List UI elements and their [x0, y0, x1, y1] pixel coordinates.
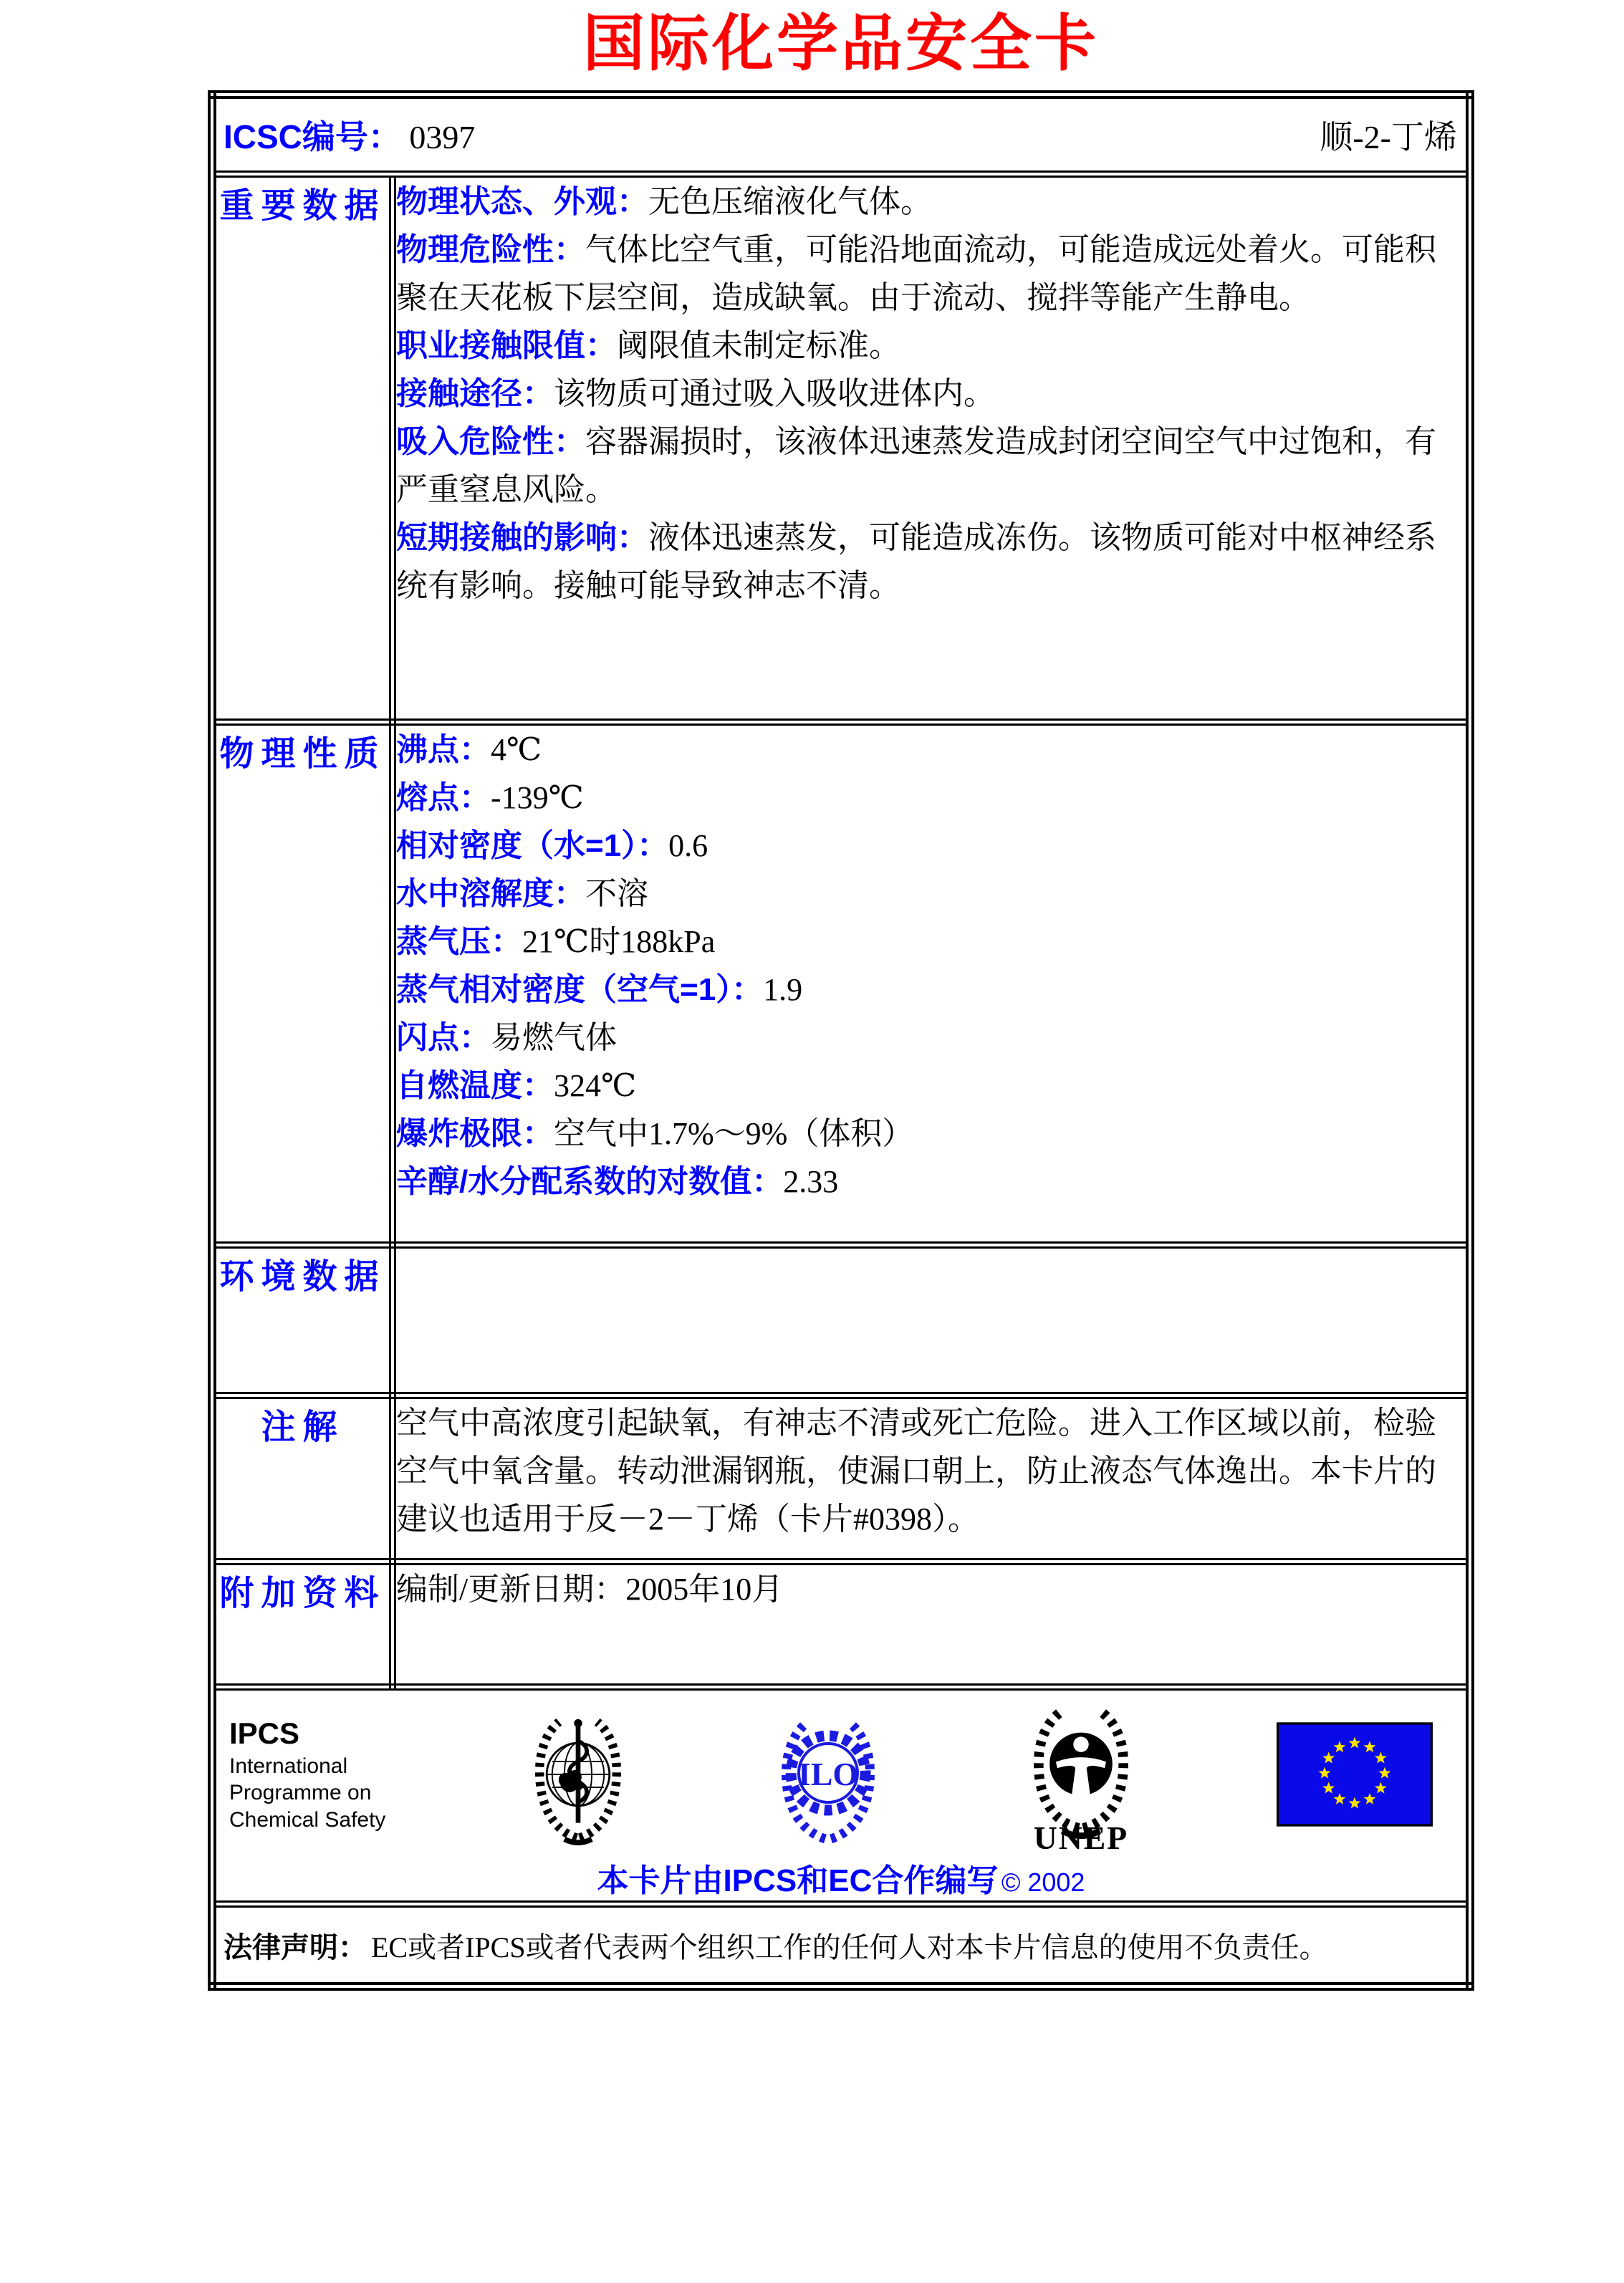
field-label: 吸入危险性：	[396, 424, 585, 460]
icsc-number-group	[224, 111, 475, 158]
field-row	[396, 418, 1466, 514]
header-row	[212, 95, 1470, 174]
legal-label: 法律声明：	[224, 1931, 367, 1964]
field-label: 闪点：	[396, 1020, 491, 1056]
physical-properties-content	[393, 722, 1470, 1245]
unep-logo-icon	[1022, 1694, 1140, 1855]
update-date-value: 2005年10月	[625, 1572, 784, 1607]
field-row	[396, 178, 1466, 226]
important-data-row-label: 重要数据	[212, 174, 393, 722]
field-row	[396, 1014, 1466, 1062]
field-label: 相对密度（水=1）：	[396, 828, 669, 864]
field-label: 短期接触的影响：	[396, 520, 648, 556]
additional-info-row-label: 附加资料	[212, 1562, 393, 1687]
ipcs-acronym: IPCS	[229, 1716, 300, 1751]
important-data-row	[212, 174, 1470, 722]
ipcs-line: Chemical Safety	[229, 1807, 386, 1832]
legal-text: EC或者IPCS或者代表两个组织工作的任何人对本卡片信息的使用不负责任。	[371, 1931, 1328, 1964]
field-value: 1.9	[763, 972, 803, 1008]
field-value: 324℃	[554, 1068, 637, 1104]
notes-row	[212, 1395, 1470, 1562]
field-label: 物理危险性：	[396, 232, 585, 268]
field-label: 自燃温度：	[396, 1068, 554, 1104]
page-title: 国际化学品安全卡	[583, 9, 1099, 78]
field-value: 不溶	[585, 876, 648, 912]
field-value: 该物质可通过吸入吸收进体内。	[554, 376, 995, 412]
field-row	[396, 822, 1466, 870]
notes-text: 空气中高浓度引起缺氧，有神志不清或死亡危险。进入工作区域以前，检验空气中氧含量。转动泄漏钢瓶，使漏口朝上，防止液态气体逸出。本卡片的建议也适用于反－2－丁烯（卡片#0398）。	[396, 1405, 1436, 1537]
copyright-text: © 2002	[1001, 1868, 1085, 1898]
update-date-label: 编制/更新日期：	[396, 1572, 626, 1607]
notes-content	[393, 1395, 1470, 1562]
chemical-name: 顺-2-丁烯	[1320, 119, 1457, 156]
physical-properties-row-label: 物理性质	[212, 722, 393, 1245]
environmental-data-row-label: 环境数据	[212, 1245, 393, 1395]
field-row	[396, 514, 1466, 610]
ilo-logo-icon	[771, 1704, 885, 1845]
field-value: 气体比空气重，可能沿地面流动，可能造成远处着火。可能积聚在天花板下层空间，造成缺氧。由于流动、搅拌等能产生静电。	[396, 232, 1436, 316]
environmental-data-content	[393, 1245, 1470, 1395]
field-row	[396, 1158, 1466, 1206]
cooperation-caption	[216, 1855, 1466, 1900]
caption-text: 本卡片由IPCS和EC合作编写	[597, 1863, 999, 1899]
icsc-card-table	[208, 90, 1474, 1991]
field-row	[396, 226, 1466, 322]
field-value: 4℃	[491, 732, 542, 768]
field-label: 水中溶解度：	[396, 876, 585, 912]
ipcs-text-block	[229, 1715, 385, 1833]
field-label: 物理状态、外观：	[396, 184, 648, 220]
important-data-content	[393, 174, 1470, 722]
field-row	[396, 1062, 1466, 1110]
unep-block	[1022, 1694, 1140, 1855]
field-label: 沸点：	[396, 732, 491, 768]
icsc-number-value: 0397	[409, 119, 476, 156]
legal-content	[216, 1908, 1466, 1982]
field-row	[396, 322, 1466, 370]
logos-row	[212, 1687, 1470, 1904]
field-label: 蒸气压：	[396, 924, 522, 960]
field-value: 容器漏损时，该液体迅速蒸发造成封闭空间空气中过饱和，有严重窒息风险。	[396, 424, 1436, 508]
field-value: 0.6	[668, 828, 708, 864]
field-row	[396, 1110, 1466, 1158]
field-label: 职业接触限值：	[396, 328, 617, 364]
who-logo-icon	[522, 1703, 635, 1846]
field-row	[396, 370, 1466, 418]
header-content	[216, 99, 1466, 170]
field-value: 空气中1.7%～9%（体积）	[554, 1116, 914, 1152]
ilo-letters: ILO	[798, 1755, 859, 1792]
field-value: 21℃时188kPa	[522, 924, 716, 960]
physical-properties-row	[212, 722, 1470, 1245]
field-row	[396, 870, 1466, 918]
field-row	[396, 726, 1466, 774]
environmental-data-row	[212, 1245, 1470, 1395]
field-label: 熔点：	[396, 780, 491, 816]
additional-info-row	[212, 1562, 1470, 1687]
ipcs-line: Programme on	[229, 1781, 372, 1805]
field-row	[396, 774, 1466, 822]
field-row	[396, 1565, 1466, 1613]
notes-row-label: 注解	[212, 1395, 393, 1562]
unep-label: UNEP	[1033, 1820, 1129, 1855]
field-label: 蒸气相对密度（空气=1）：	[396, 972, 764, 1008]
field-value: 液体迅速蒸发，可能造成冻伤。该物质可能对中枢神经系统有影响。接触可能导致神志不清。	[396, 520, 1436, 604]
eu-flag-icon	[1277, 1722, 1433, 1827]
field-label: 爆炸极限：	[396, 1116, 554, 1152]
field-value: -139℃	[491, 780, 584, 816]
legal-row	[212, 1904, 1470, 1986]
field-row	[396, 918, 1466, 966]
icsc-number-label: ICSC编号：	[224, 118, 401, 156]
field-value: 阈限值未制定标准。	[617, 328, 900, 364]
field-label: 辛醇/水分配系数的对数值：	[396, 1164, 784, 1200]
field-value: 无色压缩液化气体。	[648, 184, 932, 220]
field-label: 接触途径：	[396, 376, 554, 412]
logo-strip	[216, 1691, 1466, 1855]
additional-info-content	[393, 1562, 1470, 1687]
field-row	[396, 966, 1466, 1014]
field-value: 2.33	[783, 1164, 839, 1200]
field-value: 易燃气体	[491, 1020, 617, 1056]
ipcs-line: International	[229, 1754, 348, 1778]
